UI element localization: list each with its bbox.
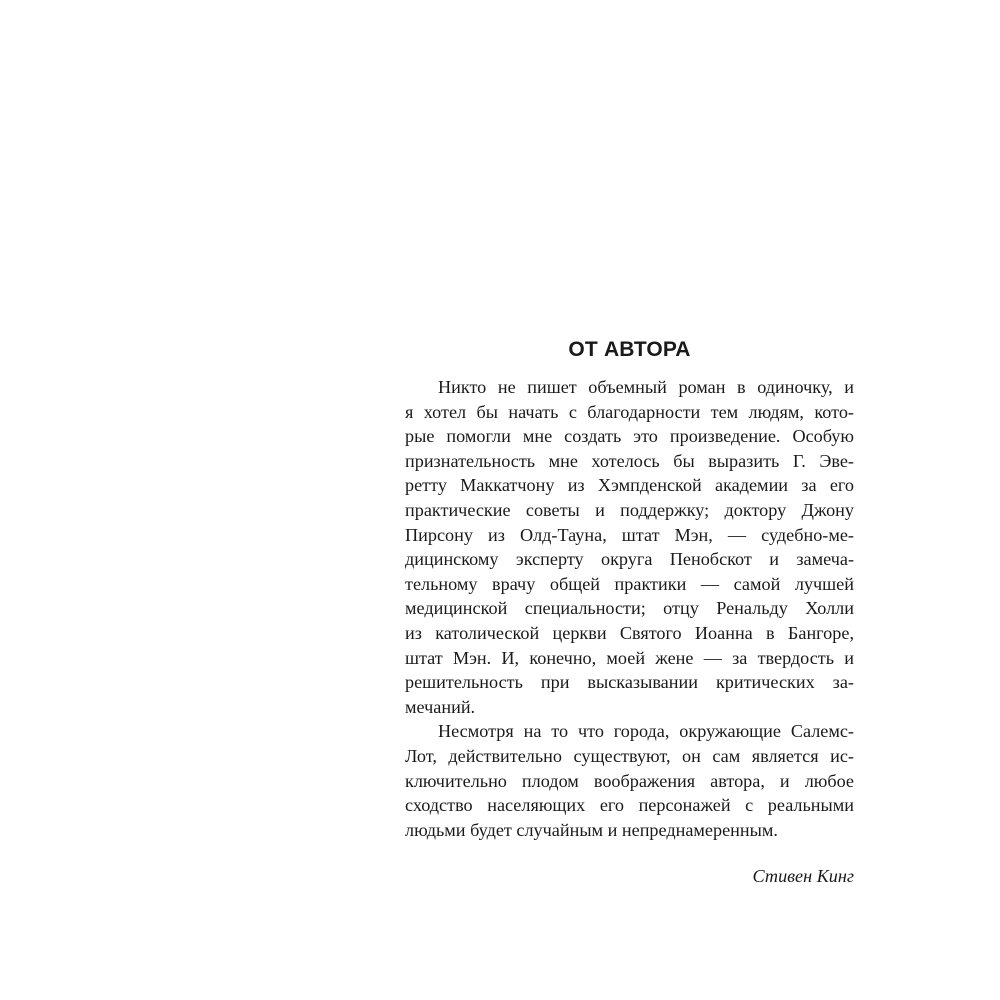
- paragraph-disclaimer: [405, 719, 854, 842]
- text-line: Никто не пишет объемный роман в одиночку, и: [438, 377, 854, 397]
- text-line: дицинскому эксперту округа Пенобскот и замеча-: [405, 549, 854, 570]
- text-line: Несмотря на то что города, окружающие Салемс-: [438, 721, 854, 742]
- text-line: из католической церкви Святого Иоанна в Бангоре,: [405, 622, 854, 643]
- author-signature: Стивен Кинг: [752, 866, 854, 887]
- text-line: штат Мэн. И, конечно, моей жене — за твердость и: [405, 647, 854, 668]
- text-line: решительность при высказывании критических за-: [405, 672, 854, 693]
- text-line: сходство населяющих его персонажей с реальными: [405, 795, 854, 816]
- text-line: медицинской специальности; отцу Ренальду Холли: [405, 598, 854, 619]
- text-line: практические советы и поддержку; доктору Джону: [405, 499, 854, 520]
- page-title: ОТ АВТОРА: [568, 338, 691, 361]
- text-line: рые помогли мне создать это произведение. Особую: [405, 426, 854, 447]
- text-line: мечаний.: [405, 696, 476, 717]
- text-line: тельному врачу общей практики — самой лучшей: [405, 573, 854, 594]
- text-line: Лот, действительно существуют, он сам является ис-: [405, 745, 854, 766]
- text-line: признательность мне хотелось бы выразить Г. Эве-: [405, 450, 854, 471]
- text-line: я хотел бы начать с благодарности тем людям, кото-: [405, 401, 854, 422]
- author-note: [405, 337, 854, 888]
- paragraph-acknowledgements: [405, 375, 854, 719]
- text-line: ключительно плодом воображения автора, и любое: [405, 770, 854, 791]
- text-line: людьми будет случайным и непреднамеренным.: [405, 819, 778, 840]
- text-line: ретту Маккатчону из Хэмпденской академии за его: [405, 475, 854, 496]
- text-line: Пирсону из Олд-Тауна, штат Мэн, — судебно-ме-: [405, 524, 854, 545]
